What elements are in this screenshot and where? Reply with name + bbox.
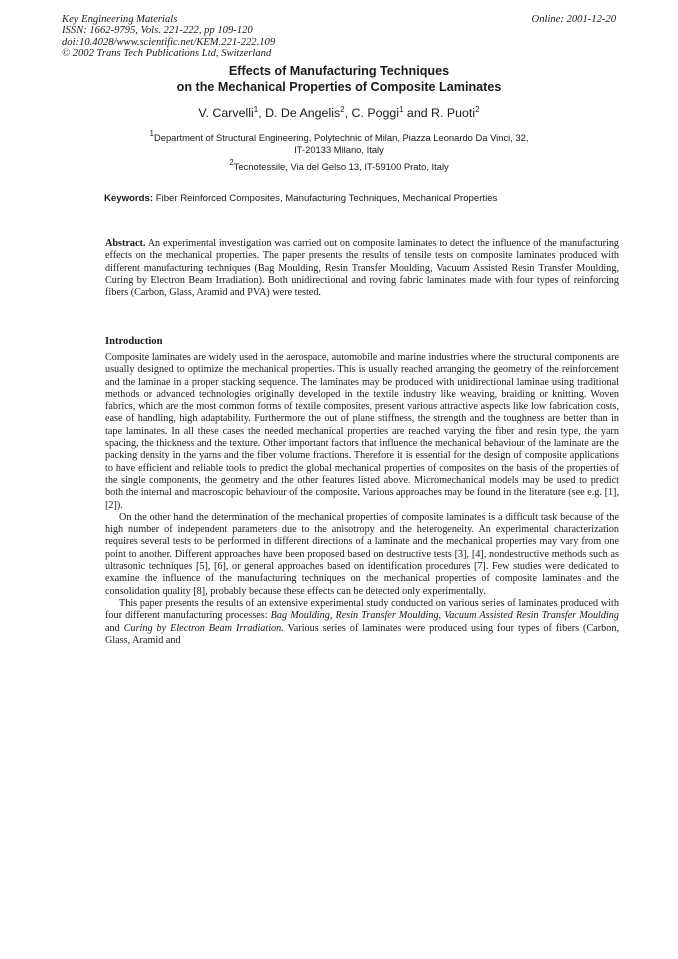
author-name: C. Poggi xyxy=(351,106,400,120)
journal-header xyxy=(62,14,275,60)
online-date: Online: 2001-12-20 xyxy=(531,14,616,25)
affiliation-2 xyxy=(0,158,678,173)
affil-marker: 2 xyxy=(229,158,234,167)
abstract xyxy=(105,238,619,299)
paragraph: Composite laminates are widely used in the aerospace, automobile and marine industries where the structural components are usually designed to optimize the mechanical properties. This is usually reached arranging the geometry of the reinforcement and the laminae in a proper stacking sequence. The laminates may be produced with unidirectional laminae using traditional methods or advanced technologies originally developed in the textile industry like weaving, braiding or knitting. Woven fabrics, which are the most common forms of textile composites, present various attractive aspects like low fabrication costs, ease of handling, high adaptability. Furthermore the out of plane stiffness, the strength and the toughness are better than in tape laminates. In all these cases the needed mechanical properties are reached varying the fiber and resin type, the yarn spacing, the thickness and the texture. Other important factors that influence the mechanical behaviour of the laminate are the packing density in the yarns and the fiber volume fractions. Therefore it is essential for the design of composite applications to have efficient and reliable tools to predict the global mechanical properties of composites on the basis of the properties of the single components, the geometry and the other features listed above. Micromechanical models may be used to predict both the internal and macroscopic behaviour of the composite. Various approaches may be found in the literature (see e.g. [1], [2]). xyxy=(105,352,619,511)
process-names: Bag Moulding, Resin Transfer Moulding, Vacuum Assisted Resin Transfer Moulding xyxy=(270,610,619,622)
paragraph xyxy=(105,598,619,647)
author-and: and xyxy=(403,106,432,120)
introduction-body xyxy=(105,352,619,647)
author-name: V. Carvelli xyxy=(198,106,254,120)
keywords xyxy=(104,193,624,204)
process-name: Curing by Electron Beam Irradiation. xyxy=(123,622,284,634)
paragraph-text: and xyxy=(105,622,124,634)
paragraph-text: This paper presents the results of an extensive experimental study conducted on various series of laminates produced with four different manufacturing processes: xyxy=(105,597,619,622)
author-name: R. Puoti xyxy=(431,106,476,120)
issn-line: ISSN: 1662-9795, Vols. 221-222, pp 109-120 xyxy=(62,25,253,37)
affil-marker: 1 xyxy=(149,129,154,138)
abstract-text: An experimental investigation was carried out on composite laminates to detect the influence of the manufacturing effects on the mechanical properties. The paper presents the results of tensile tests on composite laminates produced with different manufacturing techniques (Bag Moulding, Resin Transfer Moulding, Vacuum Assisted Resin Transfer Moulding, Curing by Electron Beam Irradiation). Both unidirectional and roving fabric laminates made with four types of reinforcing fibers (Carbon, Glass, Aramid and PVA) were tested. xyxy=(105,238,620,299)
keywords-label: Keywords: xyxy=(104,193,154,204)
author-affil-marker: 1 xyxy=(253,105,259,114)
author-list xyxy=(0,106,678,120)
paper-title xyxy=(0,64,678,95)
author-affil-marker: 2 xyxy=(340,105,345,114)
author-separator: , xyxy=(258,106,266,120)
copyright-line: © 2002 Trans Tech Publications Ltd, Switzerland xyxy=(62,48,272,60)
author-separator: , xyxy=(344,106,352,120)
section-heading-introduction: Introduction xyxy=(105,336,163,347)
paragraph: On the other hand the determination of the mechanical properties of composite laminates is a difficult task because of the high number of independent parameters due to the anisotropy and the heterogeneity. An experimental characterization requires several tests to be performed in different directions of a laminate and the mechanical properties may vary from one point to another. Different approaches have been proposed based on destructive tests [3], [4], nondestructive methods such as ultrasonic techniques [5], [6], or general approaches based on identification procedures [7]. Few studies were dedicated to examine the influence of the manufacturing techniques on the mechanical properties of composite laminates and the consolidation quality [8], probably because these effects can be detected only experimentally. xyxy=(105,511,619,597)
affil-2-line-1: Tecnotessile, Via del Gelso 13, IT-59100 Prato, Italy xyxy=(233,161,449,172)
title-line-2: on the Mechanical Properties of Composite Laminates xyxy=(176,79,502,94)
author-affil-marker: 1 xyxy=(399,105,404,114)
affiliation-1 xyxy=(0,129,678,155)
author-affil-marker: 2 xyxy=(475,105,480,114)
journal-name: Key Engineering Materials xyxy=(62,14,178,25)
doi-line[interactable]: doi:10.4028/www.scientific.net/KEM.221-222.109 xyxy=(62,36,276,48)
affil-1-line-2: IT-20133 Milano, Italy xyxy=(294,143,384,155)
affil-1-line-1: Department of Structural Engineering, Polytechnic of Milan, Piazza Leonardo Da Vinci, 32, xyxy=(153,132,529,143)
keywords-text: Fiber Reinforced Composites, Manufacturing Techniques, Mechanical Properties xyxy=(155,193,498,204)
title-line-1: Effects of Manufacturing Techniques xyxy=(228,64,450,78)
paragraph-text: Various series of laminates were produced using four types of fibers (Carbon, Glass, Aramid and xyxy=(105,622,619,646)
abstract-label: Abstract. xyxy=(105,238,146,249)
author-name: D. De Angelis xyxy=(265,106,341,120)
